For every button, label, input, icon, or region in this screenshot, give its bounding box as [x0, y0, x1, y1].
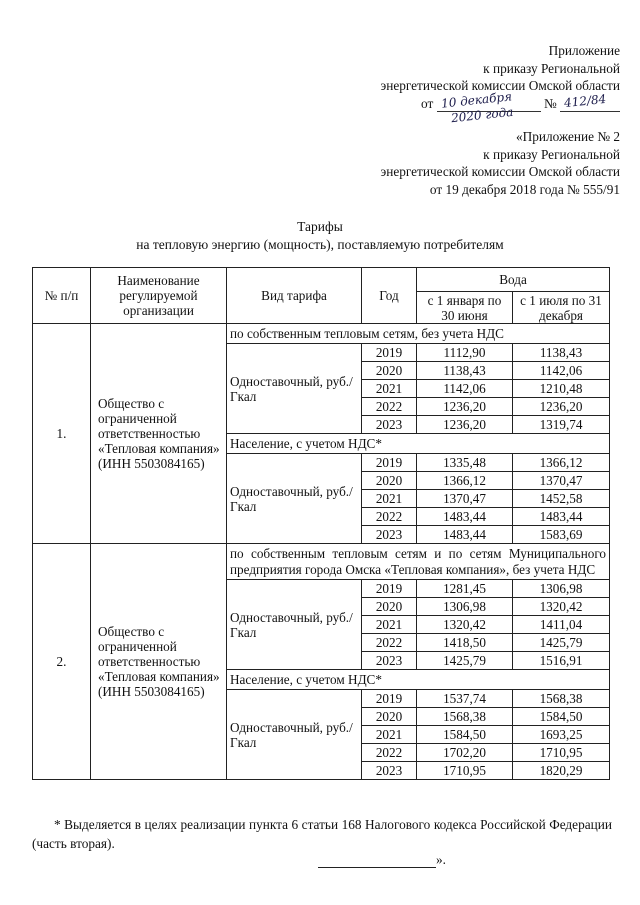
tariff-value-h2: 1142,06 — [513, 362, 610, 380]
appendix-commission-line: энергетической комиссии Омской области — [380, 78, 620, 93]
band-row — [33, 544, 610, 580]
row-number: 1. — [33, 324, 91, 544]
year-cell: 2021 — [362, 726, 417, 744]
year-cell: 2022 — [362, 634, 417, 652]
tariff-value-h1: 1702,20 — [417, 744, 513, 762]
appendix2-label: «Приложение № 2 — [516, 129, 620, 144]
header-period-1: с 1 января по 30 июня — [417, 292, 513, 324]
year-cell: 2019 — [362, 580, 417, 598]
tariff-band-label: Население, с учетом НДС* — [227, 434, 610, 454]
header-num: № п/п — [33, 268, 91, 324]
header-org: Наименование регулируемой организации — [91, 268, 227, 324]
handwritten-number: 412/84 — [563, 91, 607, 111]
appendix-date-number-line — [381, 89, 621, 126]
year-cell: 2023 — [362, 416, 417, 434]
tariff-value-h2: 1710,95 — [513, 744, 610, 762]
year-cell: 2023 — [362, 762, 417, 780]
tariff-value-h2: 1483,44 — [513, 508, 610, 526]
tariff-value-h1: 1483,44 — [417, 508, 513, 526]
header-type: Вид тарифа — [227, 268, 362, 324]
date-signature-line — [437, 89, 541, 126]
tariff-value-h1: 1236,20 — [417, 398, 513, 416]
year-cell: 2022 — [362, 398, 417, 416]
closing-quote: ». — [436, 852, 446, 867]
appendix-order-line: к приказу Региональной — [483, 60, 620, 76]
year-cell: 2020 — [362, 598, 417, 616]
tariff-value-h1: 1281,45 — [417, 580, 513, 598]
number-sign: № — [543, 95, 557, 111]
tariff-table — [32, 267, 610, 780]
year-cell: 2019 — [362, 344, 417, 362]
year-cell: 2019 — [362, 690, 417, 708]
year-cell: 2020 — [362, 708, 417, 726]
tariff-value-h1: 1537,74 — [417, 690, 513, 708]
year-cell: 2020 — [362, 472, 417, 490]
year-cell: 2019 — [362, 454, 417, 472]
closing-line — [318, 852, 446, 868]
tariff-value-h1: 1138,43 — [417, 362, 513, 380]
tariff-value-h1: 1418,50 — [417, 634, 513, 652]
row-number: 2. — [33, 544, 91, 780]
tariff-table-body — [33, 324, 610, 780]
tariff-type: Одноставочный, руб./Гкал — [227, 454, 362, 544]
organization-name: Общество с ограниченной ответственностью «Тепловая компания» (ИНН 5503084165) — [91, 544, 227, 780]
from-prefix: от — [421, 95, 434, 111]
tariff-value-h2: 1583,69 — [513, 526, 610, 544]
year-cell: 2023 — [362, 652, 417, 670]
tariff-value-h1: 1483,44 — [417, 526, 513, 544]
tariff-band-label: Население, с учетом НДС* — [227, 670, 610, 690]
header-period-2: с 1 июля по 31 декабря — [513, 292, 610, 324]
header-water: Вода — [417, 268, 610, 292]
tariff-value-h2: 1319,74 — [513, 416, 610, 434]
tariff-value-h1: 1335,48 — [417, 454, 513, 472]
tariff-value-h2: 1236,20 — [513, 398, 610, 416]
tariff-value-h2: 1370,47 — [513, 472, 610, 490]
organization-name: Общество с ограниченной ответственностью «Тепловая компания» (ИНН 5503084165) — [91, 324, 227, 544]
tariff-value-h2: 1516,91 — [513, 652, 610, 670]
tariff-value-h1: 1710,95 — [417, 762, 513, 780]
tariff-value-h2: 1366,12 — [513, 454, 610, 472]
tariff-value-h2: 1568,38 — [513, 690, 610, 708]
tariff-band-label: по собственным тепловым сетям и по сетям Муниципального предприятия города Омска «Тепловая компания», без учета НДС — [227, 544, 610, 580]
tariff-value-h2: 1411,04 — [513, 616, 610, 634]
doc-subtitle: на тепловую энергию (мощность), поставляемую потребителям — [136, 237, 504, 252]
appendix2-date-line: от 19 декабря 2018 года № 555/91 — [429, 181, 620, 197]
tariff-value-h1: 1366,12 — [417, 472, 513, 490]
year-cell: 2023 — [362, 526, 417, 544]
closing-underline — [318, 854, 436, 868]
handwritten-year: 2020 года — [450, 104, 514, 126]
tariff-value-h1: 1425,79 — [417, 652, 513, 670]
appendix2-header — [381, 128, 621, 198]
tariff-value-h1: 1142,06 — [417, 380, 513, 398]
header-year: Год — [362, 268, 417, 324]
tariff-value-h2: 1306,98 — [513, 580, 610, 598]
tariff-value-h1: 1584,50 — [417, 726, 513, 744]
band-row — [33, 324, 610, 344]
tariff-value-h1: 1112,90 — [417, 344, 513, 362]
year-cell: 2021 — [362, 490, 417, 508]
year-cell: 2020 — [362, 362, 417, 380]
tariff-value-h1: 1236,20 — [417, 416, 513, 434]
handwritten-date: 10 декабря — [440, 89, 513, 111]
tariff-value-h1: 1306,98 — [417, 598, 513, 616]
tariff-value-h2: 1452,58 — [513, 490, 610, 508]
tariff-value-h2: 1693,25 — [513, 726, 610, 744]
tariff-value-h2: 1425,79 — [513, 634, 610, 652]
appendix2-order-line: к приказу Региональной — [483, 146, 620, 162]
tariff-type: Одноставочный, руб./Гкал — [227, 690, 362, 780]
tariff-band-label: по собственным тепловым сетям, без учета НДС — [227, 324, 610, 344]
doc-title: Тарифы — [297, 219, 343, 234]
appendix-header — [380, 42, 621, 126]
year-cell: 2021 — [362, 380, 417, 398]
year-cell: 2022 — [362, 744, 417, 762]
number-signature-line — [560, 91, 620, 112]
year-cell: 2022 — [362, 508, 417, 526]
tariff-value-h2: 1138,43 — [513, 344, 610, 362]
tariff-value-h1: 1370,47 — [417, 490, 513, 508]
tariff-type: Одноставочный, руб./Гкал — [227, 344, 362, 434]
tariff-value-h2: 1820,29 — [513, 762, 610, 780]
year-cell: 2021 — [362, 616, 417, 634]
appendix2-commission-line: энергетической комиссии Омской области — [380, 164, 620, 179]
appendix-label: Приложение — [548, 43, 620, 58]
tariff-value-h2: 1320,42 — [513, 598, 610, 616]
tariff-value-h1: 1568,38 — [417, 708, 513, 726]
tariff-value-h1: 1320,42 — [417, 616, 513, 634]
tariff-type: Одноставочный, руб./Гкал — [227, 580, 362, 670]
footnote: * Выделяется в целях реализации пункта 6 статьи 168 Налогового кодекса Российской Федерации (часть вторая). — [32, 817, 612, 851]
tariff-value-h2: 1584,50 — [513, 708, 610, 726]
tariff-value-h2: 1210,48 — [513, 380, 610, 398]
